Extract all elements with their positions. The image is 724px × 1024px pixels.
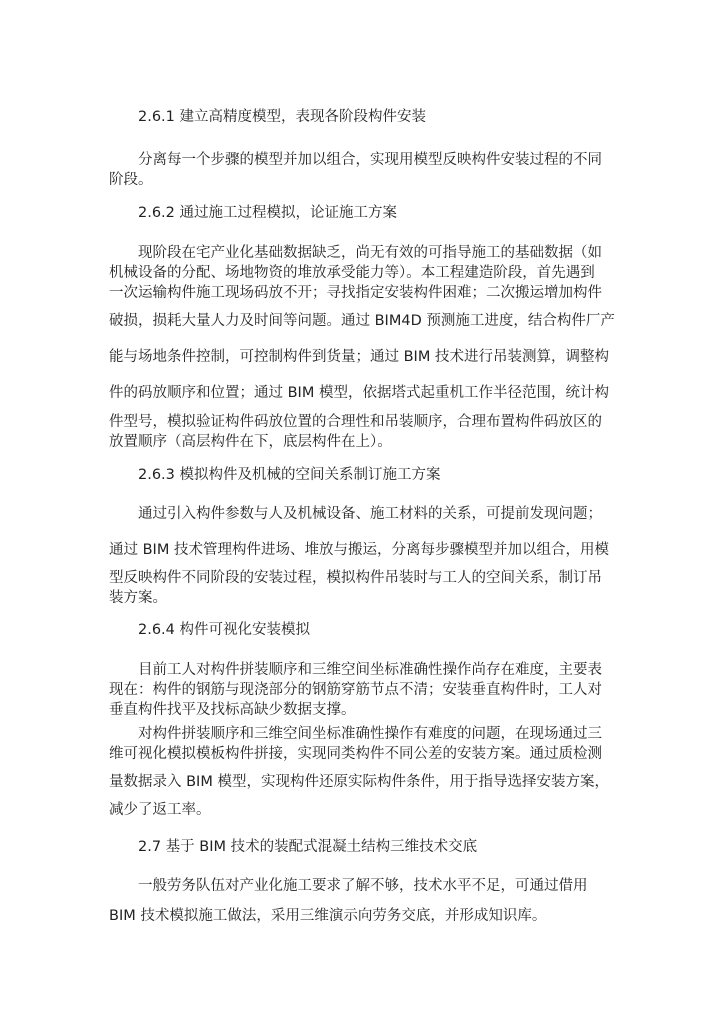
paragraph-line: 一般劳务队伍对产业化施工要求了解不够，技术水平不足，可通过借用 xyxy=(138,878,588,894)
paragraph-line: 件的码放顺序和位置；通过 BIM 模型，依据塔式起重机工作半径范围，统计构 xyxy=(109,385,609,401)
heading-2-6-3: 2.6.3 模拟构件及机械的空间关系制订施工方案 xyxy=(138,467,441,483)
paragraph-line: 减少了返工率。 xyxy=(109,802,211,818)
paragraph-line: 维可视化模拟模板构件拼接，实现同类构件不同公差的安装方案。通过质检测 xyxy=(109,746,602,762)
paragraph-line: BIM 技术模拟施工做法，采用三维演示向劳务交底，并形成知识库。 xyxy=(109,908,547,924)
paragraph-line: 放置顺序（高层构件在下，底层构件在上）。 xyxy=(109,434,392,450)
paragraph-line: 通过 BIM 技术管理构件进场、堆放与搬运，分离每步骤模型并加以组合，用模 xyxy=(109,542,609,558)
paragraph-line: 通过引入构件参数与人及机械设备、施工材料的关系，可提前发现问题； xyxy=(138,506,602,522)
paragraph-line: 装方案。 xyxy=(109,590,167,606)
paragraph-line: 件型号，模拟验证构件码放位置的合理性和吊装顺序，合理布置构件码放区的 xyxy=(109,414,602,430)
paragraph-line: 阶段。 xyxy=(109,172,153,188)
heading-2-6-2: 2.6.2 通过施工过程模拟，论证施工方案 xyxy=(138,205,398,221)
heading-2-6-4: 2.6.4 构件可视化安装模拟 xyxy=(138,622,311,638)
paragraph-line: 对构件拼装顺序和三维空间坐标准确性操作有难度的问题，在现场通过三 xyxy=(138,726,602,742)
paragraph-line: 破损，损耗大量人力及时间等问题。通过 BIM4D 预测施工进度，结合构件厂产 xyxy=(109,313,615,329)
paragraph-line: 型反映构件不同阶段的安装过程，模拟构件吊装时与工人的空间关系，制订吊 xyxy=(109,570,602,586)
paragraph-line: 量数据录入 BIM 模型，实现构件还原实际构件条件，用于指导选择安装方案， xyxy=(109,774,609,790)
heading-2-7: 2.7 基于 BIM 技术的装配式混凝土结构三维技术交底 xyxy=(138,839,478,855)
paragraph-line: 目前工人对构件拼装顺序和三维空间坐标准确性操作尚存在难度，主要表 xyxy=(138,662,602,678)
paragraph-line: 能与场地条件控制，可控制构件到货量；通过 BIM 技术进行吊装测算，调整构 xyxy=(109,349,609,365)
paragraph-line: 现在：构件的钢筋与现浇部分的钢筋穿筋节点不清；安装垂直构件时，工人对 xyxy=(109,682,602,698)
heading-2-6-1: 2.6.1 建立高精度模型，表现各阶段构件安装 xyxy=(138,109,427,125)
paragraph-line: 分离每一个步骤的模型并加以组合，实现用模型反映构件安装过程的不同 xyxy=(138,152,602,168)
paragraph-line: 垂直构件找平及找标高缺少数据支撑。 xyxy=(109,702,356,718)
paragraph-line: 现阶段在宅产业化基础数据缺乏，尚无有效的可指导施工的基础数据（如 xyxy=(138,245,602,261)
paragraph-line: 机械设备的分配、场地物资的堆放承受能力等）。本工程建造阶段，首先遇到 xyxy=(109,265,595,281)
paragraph-line: 一次运输构件施工现场码放不开；寻找指定安装构件困难；二次搬运增加构件 xyxy=(109,285,602,301)
